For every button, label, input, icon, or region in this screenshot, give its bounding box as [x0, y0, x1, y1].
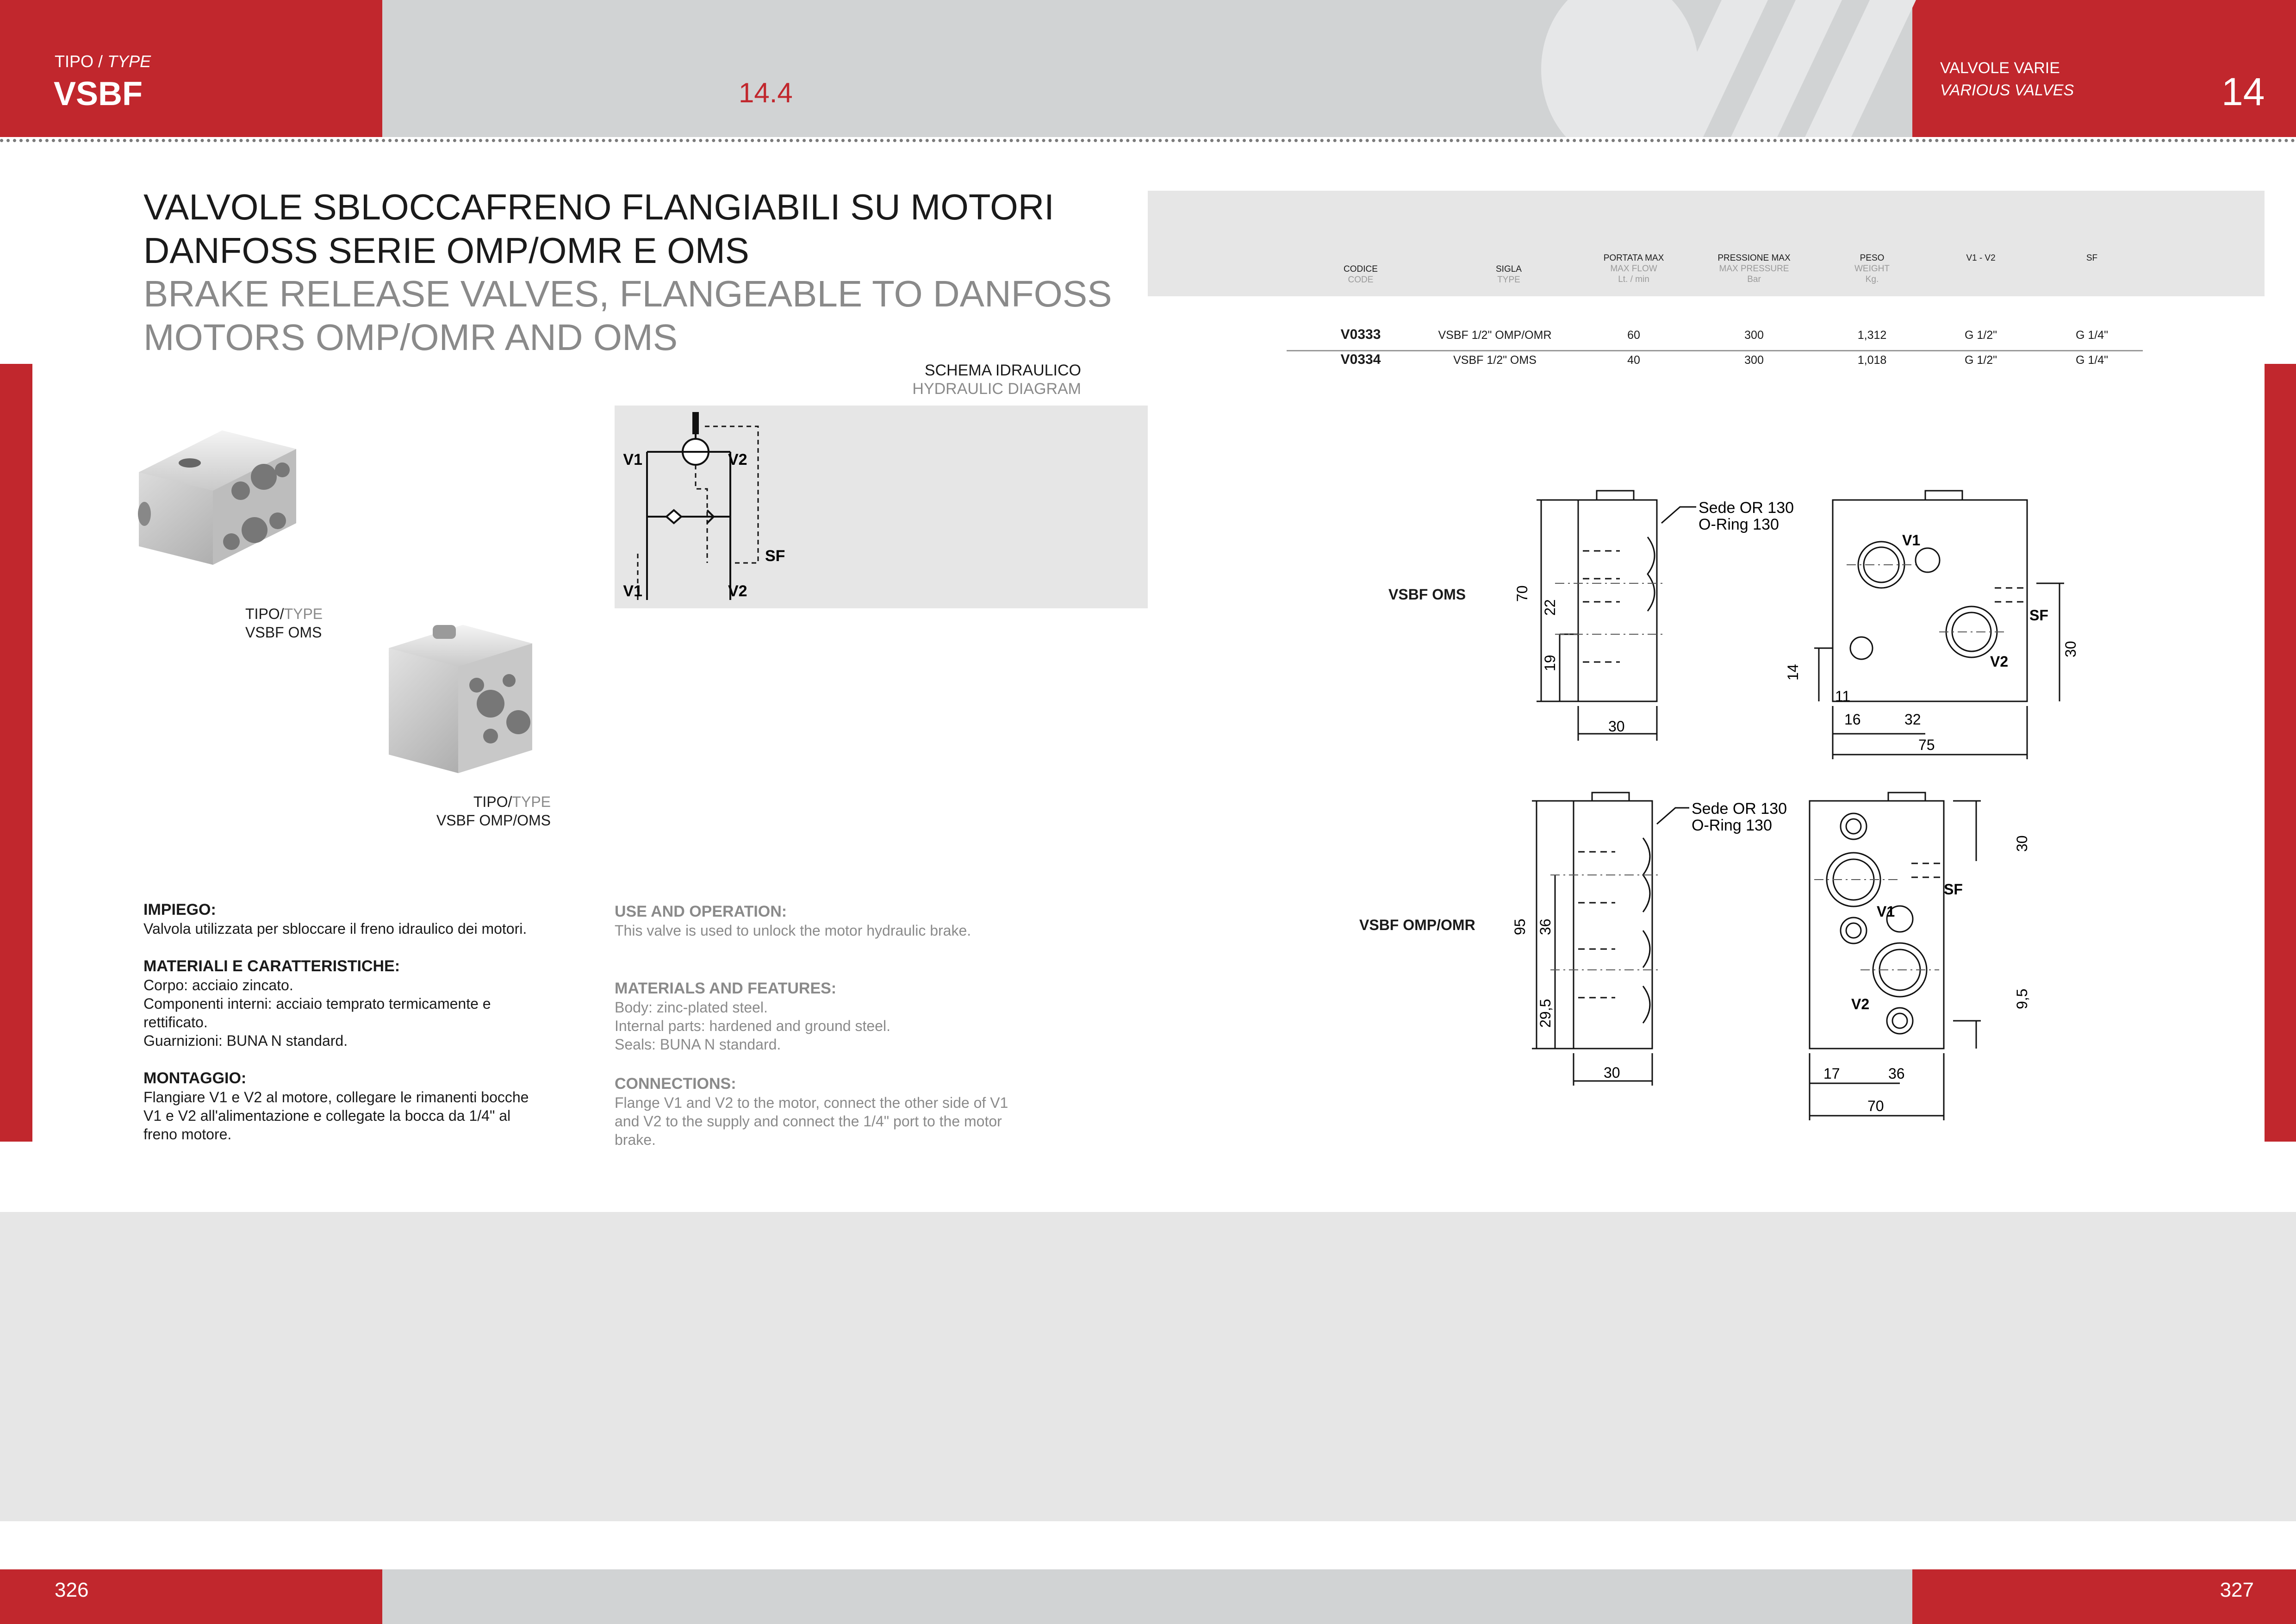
it-text-materials-a: Corpo: acciaio zincato. — [143, 977, 293, 993]
schema-v2-bottom: V2 — [728, 582, 747, 600]
oms-dim-11: 11 — [1835, 688, 1851, 705]
drawing-oms — [1481, 481, 2110, 768]
page-number-left: 326 — [55, 1579, 89, 1601]
oms-dim-75: 75 — [1918, 737, 1935, 753]
en-heading-connections: CONNECTIONS: — [615, 1075, 736, 1093]
th-pressure-en: MAX PRESSURE — [1719, 264, 1789, 274]
table-row — [1287, 351, 2143, 375]
omp-dim-95b: 9,5 — [2014, 988, 2030, 1009]
it-heading-mounting: MONTAGGIO: — [143, 1069, 247, 1087]
omp-sede-1: Sede OR 130 — [1692, 800, 1787, 818]
header-type-label — [55, 52, 151, 71]
th-code-en: CODE — [1348, 275, 1374, 285]
oms-dim-14: 14 — [1785, 664, 1801, 681]
type-label-it: TIPO — [55, 52, 94, 71]
category-en: VARIOUS VALVES — [1940, 81, 2074, 99]
oms-dim-19: 19 — [1542, 655, 1558, 671]
it-text-use: Valvola utilizzata per sbloccare il freno idraulico dei motori. — [143, 920, 527, 937]
th-weight-unit: Kg. — [1865, 275, 1879, 284]
footer-grey-band — [382, 1569, 1912, 1624]
right-side-bar — [2265, 364, 2296, 1142]
caption-name: VSBF OMS — [245, 624, 322, 641]
type-label-en: TYPE — [107, 52, 151, 71]
cell-flow: 60 — [1627, 329, 1640, 342]
drawing-label-omp: VSBF OMP/OMR — [1359, 917, 1475, 933]
cell-pressure: 300 — [1744, 354, 1764, 367]
description-en — [615, 902, 1013, 1149]
cell-sf: G 1/4" — [2075, 329, 2109, 342]
schema-label — [787, 361, 1081, 398]
en-text-materials-a: Body: zinc-plated steel. — [615, 999, 768, 1016]
schema-label-en: HYDRAULIC DIAGRAM — [912, 380, 1081, 398]
omp-dim-17: 17 — [1823, 1065, 1840, 1082]
omp-v2: V2 — [1851, 996, 1870, 1012]
en-text-connections: Flange V1 and V2 to the motor, connect the other side of V1 and V2 to the supply and connect the 1/4" port to the motor brake. — [615, 1094, 1008, 1148]
oms-dim-16: 16 — [1844, 711, 1861, 728]
oms-sede-2: O-Ring 130 — [1699, 516, 1779, 533]
cell-weight: 1,312 — [1857, 329, 1887, 342]
type-sep: / — [98, 52, 103, 71]
description-it — [143, 900, 541, 1143]
th-type — [1462, 264, 1555, 285]
product-image-oms — [130, 417, 389, 611]
omp-dim-36b: 36 — [1888, 1065, 1905, 1082]
th-sf-it: SF — [2086, 253, 2098, 263]
it-text-materials-b: Componenti interni: acciaio temprato termicamente e rettificato. — [143, 995, 491, 1031]
cell-code: V0334 — [1340, 352, 1381, 367]
oms-sf: SF — [2029, 607, 2048, 624]
cell-type: VSBF 1/2" OMS — [1453, 354, 1537, 367]
page-number-right: 327 — [2220, 1579, 2254, 1601]
oms-dim-70: 70 — [1514, 585, 1531, 602]
drawing-label-oms: VSBF OMS — [1388, 586, 1466, 603]
omp-dim-30h: 30 — [2014, 835, 2030, 852]
cell-flow: 40 — [1627, 354, 1640, 367]
th-flow — [1587, 253, 1680, 285]
en-text-materials-c: Seals: BUNA N standard. — [615, 1036, 781, 1053]
th-pressure-it: PRESSIONE MAX — [1717, 253, 1791, 263]
oms-dim-30h: 30 — [2062, 641, 2079, 657]
category-it: VALVOLE VARIE — [1940, 59, 2060, 77]
cell-type: VSBF 1/2" OMP/OMR — [1438, 329, 1552, 342]
en-heading-use: USE AND OPERATION: — [615, 903, 787, 920]
table-row — [1287, 326, 2143, 351]
oms-v2: V2 — [1990, 653, 2009, 670]
drawing-omp — [1481, 787, 2110, 1130]
product-caption-omp — [430, 793, 551, 830]
th-type-it: SIGLA — [1496, 264, 1522, 274]
header-stripes-graphic — [1527, 0, 1925, 137]
th-pressure-unit: Bar — [1747, 275, 1761, 284]
it-heading-materials: MATERIALI E CARATTERISTICHE: — [143, 957, 400, 975]
en-text-materials-b: Internal parts: hardened and ground steel. — [615, 1018, 890, 1034]
th-sf — [2046, 253, 2138, 263]
th-flow-unit: Lt. / min — [1618, 275, 1649, 284]
th-flow-en: MAX FLOW — [1610, 264, 1657, 274]
it-heading-use: IMPIEGO: — [143, 901, 216, 918]
th-code — [1314, 264, 1407, 285]
oms-dim-22: 22 — [1542, 599, 1558, 616]
title-it-line1: VALVOLE SBLOCCAFRENO FLANGIABILI SU MOTORI — [143, 187, 1054, 227]
omp-sede-2: O-Ring 130 — [1692, 817, 1772, 834]
title-it-line2: DANFOSS SERIE OMP/OMR E OMS — [143, 230, 749, 271]
th-weight-en: WEIGHT — [1854, 264, 1890, 274]
caption-tipo: TIPO/ — [473, 793, 512, 810]
omp-dim-95: 95 — [1512, 918, 1528, 935]
cell-code: V0333 — [1340, 327, 1381, 342]
title-en-line1: BRAKE RELEASE VALVES, FLANGEABLE TO DANFOSS — [143, 273, 1112, 314]
omp-dim-70: 70 — [1867, 1098, 1884, 1114]
oms-sede-1: Sede OR 130 — [1699, 499, 1794, 517]
page-title — [143, 185, 1162, 359]
header-divider — [0, 139, 2296, 142]
chapter-number: 14 — [2221, 70, 2265, 113]
omp-sf: SF — [1944, 881, 1963, 898]
th-flow-it: PORTATA MAX — [1603, 253, 1664, 263]
schema-v1-bottom: V1 — [623, 582, 642, 600]
hydraulic-diagram — [615, 406, 1148, 608]
product-image-omp — [380, 611, 555, 787]
schema-sf: SF — [765, 547, 785, 565]
schema-v1-top: V1 — [623, 451, 642, 468]
product-caption-oms — [245, 605, 323, 642]
title-en-line2: MOTORS OMP/OMR AND OMS — [143, 317, 678, 358]
oms-dim-32: 32 — [1904, 711, 1921, 728]
cell-v1v2: G 1/2" — [1964, 354, 1997, 367]
section-number: 14.4 — [739, 77, 793, 108]
th-weight-it: PESO — [1860, 253, 1885, 263]
caption-type: TYPE — [512, 793, 551, 810]
oms-v1: V1 — [1902, 532, 1921, 549]
cell-sf: G 1/4" — [2075, 354, 2109, 367]
th-pressure — [1694, 253, 1814, 285]
omp-dim-30w: 30 — [1604, 1064, 1620, 1081]
schema-label-it: SCHEMA IDRAULICO — [924, 362, 1081, 379]
caption-type: TYPE — [284, 606, 323, 622]
header-type-value: VSBF — [54, 75, 143, 112]
th-v1v2-it: V1 - V2 — [1966, 253, 1996, 263]
caption-name: VSBF OMP/OMS — [436, 812, 551, 829]
cell-weight: 1,018 — [1857, 354, 1887, 367]
th-v1v2 — [1935, 253, 2027, 263]
en-text-use: This valve is used to unlock the motor hydraulic brake. — [615, 922, 971, 939]
it-text-mounting: Flangiare V1 e V2 al motore, collegare le rimanenti bocche V1 e V2 all'alimentazione e collegate la bocca da 1/4" al freno motore. — [143, 1089, 529, 1143]
th-code-it: CODICE — [1344, 264, 1378, 274]
oms-dim-30w: 30 — [1608, 718, 1625, 735]
caption-tipo: TIPO/ — [245, 606, 284, 622]
it-text-materials-c: Guarnizioni: BUNA N standard. — [143, 1032, 348, 1049]
omp-dim-295: 29,5 — [1537, 999, 1554, 1028]
cell-v1v2: G 1/2" — [1964, 329, 1997, 342]
omp-dim-36: 36 — [1537, 918, 1554, 935]
bottom-grey-block — [0, 1212, 2296, 1521]
cell-pressure: 300 — [1744, 329, 1764, 342]
schema-v2-top: V2 — [728, 451, 747, 468]
en-heading-materials: MATERIALS AND FEATURES: — [615, 980, 837, 997]
th-weight — [1826, 253, 1918, 285]
omp-v1: V1 — [1877, 903, 1895, 920]
left-side-bar — [0, 364, 32, 1142]
th-type-en: TYPE — [1497, 275, 1520, 285]
